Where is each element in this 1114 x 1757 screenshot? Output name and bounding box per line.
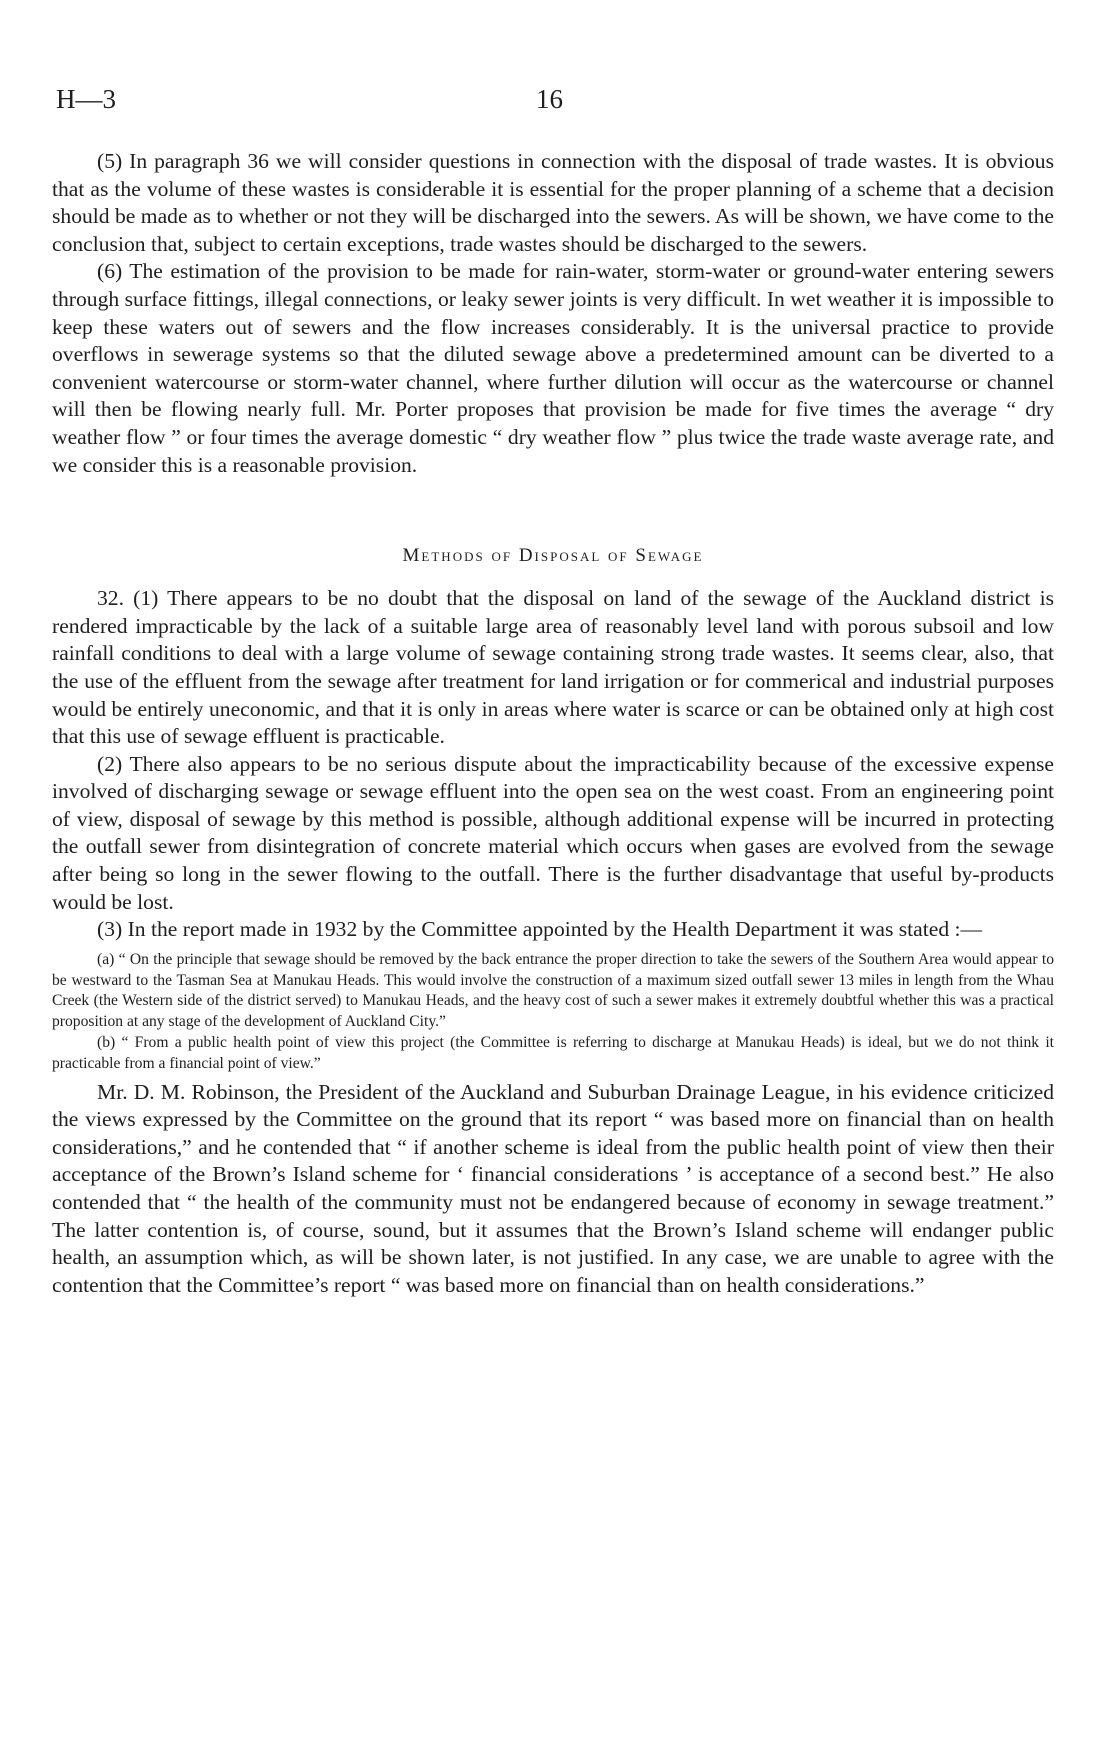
document-body	[52, 148, 1054, 1299]
robinson-paragraph: Mr. D. M. Robinson, the President of the Auckland and Suburban Drainage League, in his evidence criticized the views expressed by the Committee on the ground that its report “ was based more on financial than on health considerations,” and he contended that “ if another scheme is ideal from the public health point of view then their acceptance of the Brown’s Island scheme for ‘ financial considerations ’ is acceptance of a second best.” He also contended that “ the health of the community must not be endangered because of economy in sewage treatment.” The latter contention is, of course, sound, but it assumes that the Brown’s Island scheme will endanger public health, an assumption which, as will be shown later, is not justified. In any case, we are unable to agree with the contention that the Committee’s report “ was based more on financial than on health considerations.”	[52, 1079, 1054, 1297]
paragraph-6: (6) The estimation of the provision to be made for rain-water, storm-water or ground-water entering sewers through surface fittings, illegal connections, or leaky sewer joints is very difficult. In wet weather it is impossible to keep these waters out of sewers and the flow increases considerably. It is the universal practice to provide overflows in sewerage systems so that the diluted sewage above a predetermined amount can be diverted to a convenient watercourse or storm-water channel, where further dilution will occur as the watercourse or channel will then be flowing nearly full. Mr. Porter proposes that provision be made for five times the average “ dry weather flow ” or four times the average domestic “ dry weather flow ” plus twice the trade waste average rate, and we consider this is a reasonable provision.	[52, 259, 1054, 477]
quoted-extract	[52, 950, 1054, 1075]
page-header	[56, 84, 1056, 124]
paragraph-5: (5) In paragraph 36 we will consider questions in connection with the disposal of trade wastes. It is obvious that as the volume of these wastes is considerable it is essential for the proper planning of a scheme that a decision should be made as to whether or not they will be discharged into the sewers. As will be shown, we have come to the conclusion that, subject to certain exceptions, trade wastes should be discharged to the sewers.	[52, 149, 1054, 256]
page-number: 16	[536, 84, 563, 114]
document-reference: H—3	[56, 84, 116, 114]
paragraph-32-1: 32. (1) There appears to be no doubt that the disposal on land of the sewage of the Auckland district is rendered impracticable by the lack of a suitable large area of reasonably level land with porous subsoil and low rainfall conditions to deal with a large volume of sewage containing strong trade wastes. It seems clear, also, that the use of the effluent from the sewage after treatment for land irrigation or for commerical and industrial purposes would be entirely uneconomic, and that it is only in areas where water is scarce or can be obtained only at high cost that this use of sewage effluent is practicable.	[52, 586, 1054, 749]
quote-b: (b) “ From a public health point of view this project (the Committee is referring to discharge at Manukau Heads) is ideal, but we do not think it practicable from a financial point of view.”	[52, 1034, 1054, 1072]
section-heading: Methods of Disposal of Sewage	[402, 545, 704, 567]
paragraph-32-3: (3) In the report made in 1932 by the Committee appointed by the Health Department it was stated :—	[97, 917, 983, 942]
quote-a: (a) “ On the principle that sewage should be removed by the back entrance the proper direction to take the sewers of the Southern Area would appear to be westward to the Tasman Sea at Manukau Heads. This would involve the construction of a maximum sized outfall sewer 13 miles in length from the Whau Creek (the Western side of the district served) to Manukau Heads, and the heavy cost of such a sewer makes it extremely doubtful whether this was a practical proposition at any stage of the development of Auckland City.”	[52, 950, 1054, 1031]
paragraph-32-2: (2) There also appears to be no serious dispute about the impracticability because of the excessive expense involved of discharging sewage or sewage effluent into the open sea on the west coast. From an engineering point of view, disposal of sewage by this method is possible, although additional expense will be incurred in protecting the outfall sewer from disintegration of concrete material which occurs when gases are evolved from the sewage after being so long in the sewer flowing to the outfall. There is the further disadvantage that useful by-products would be lost.	[52, 751, 1054, 914]
